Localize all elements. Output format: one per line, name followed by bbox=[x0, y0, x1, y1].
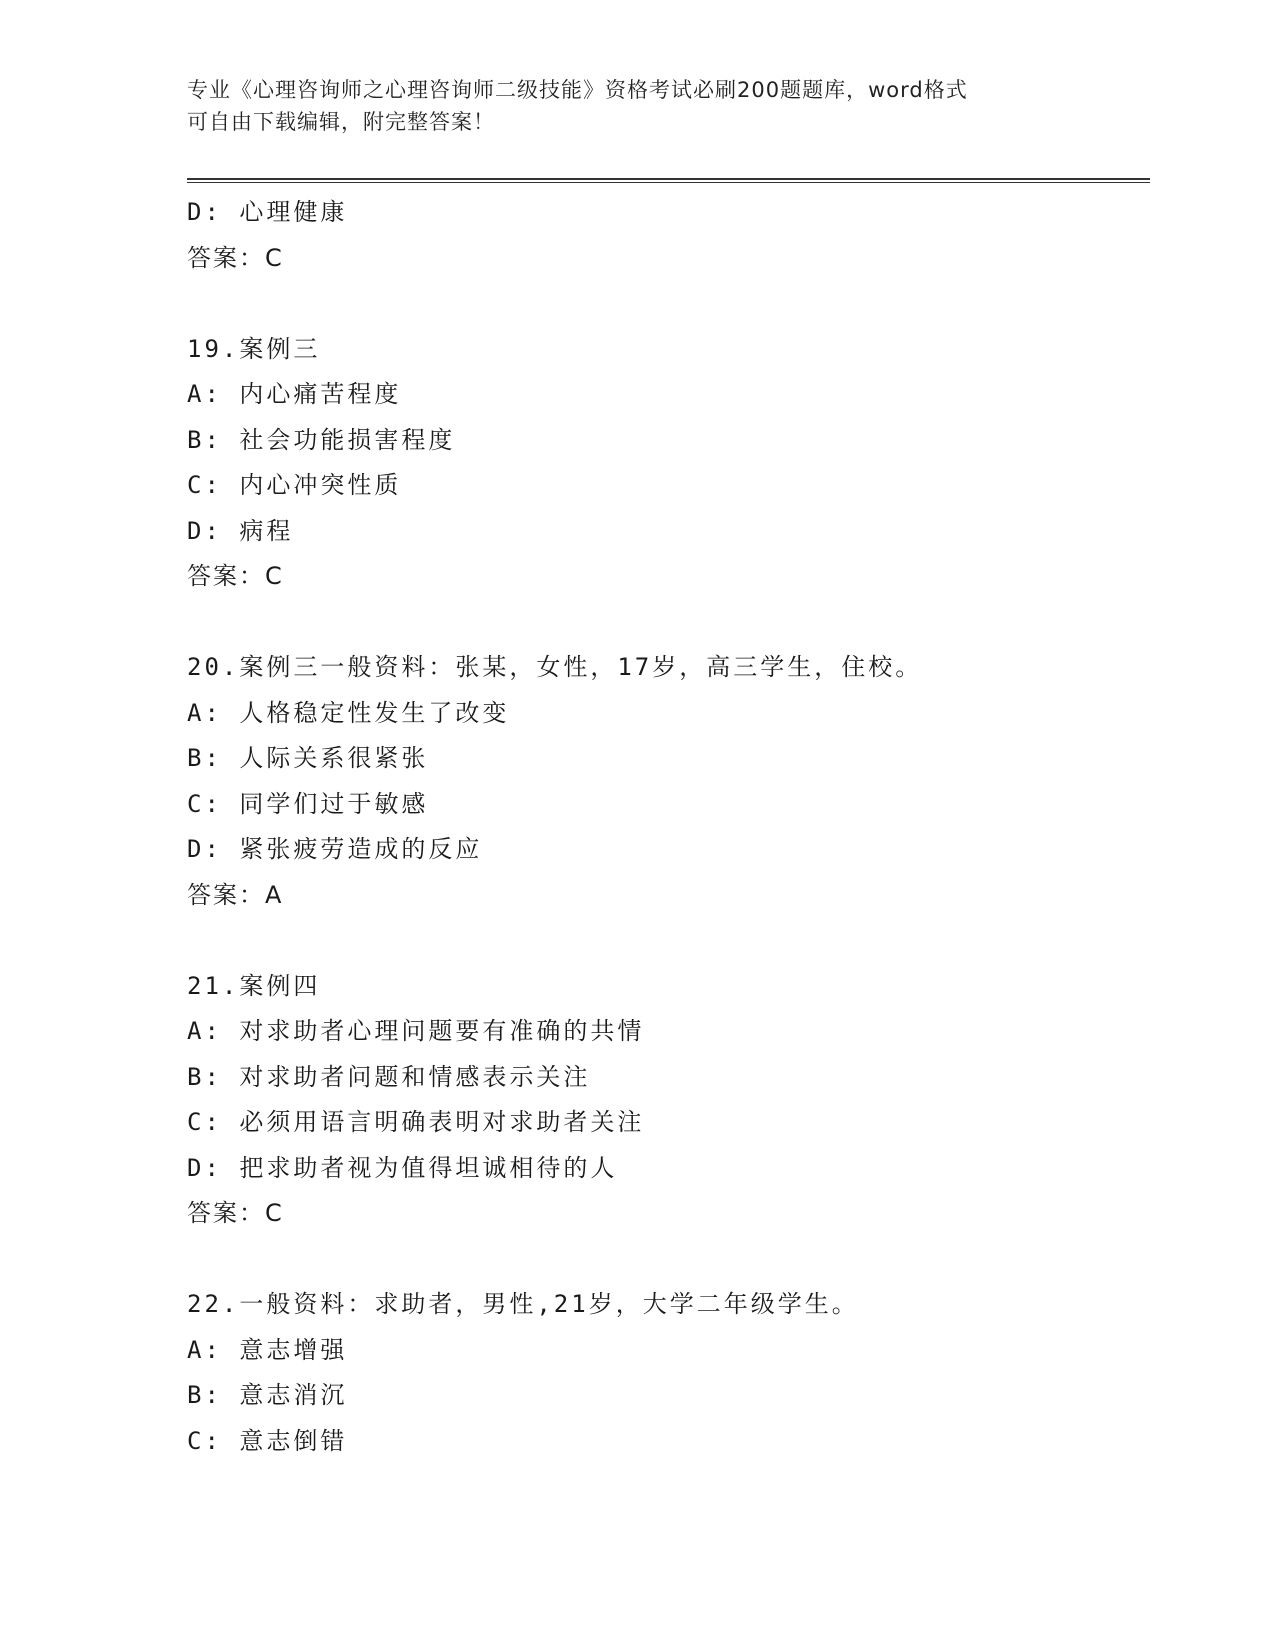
question-list bbox=[187, 190, 1147, 1464]
option-b: B: 意志消沉 bbox=[187, 1381, 348, 1409]
block-spacer bbox=[187, 600, 1147, 646]
page-header bbox=[187, 74, 1067, 138]
question-block-20 bbox=[187, 645, 1147, 918]
option-c: C: 必须用语言明确表明对求助者关注 bbox=[187, 1108, 645, 1136]
answer-line: 答案：C bbox=[187, 243, 284, 272]
header-divider bbox=[187, 178, 1150, 183]
option-a: A: 人格稳定性发生了改变 bbox=[187, 698, 510, 727]
question-stem: 20.案例三一般资料：张某，女性，17岁，高三学生，住校。 bbox=[187, 653, 923, 681]
option-b: B: 对求助者问题和情感表示关注 bbox=[187, 1062, 591, 1091]
header-title-line-2: 可自由下载编辑，附完整答案！ bbox=[187, 110, 495, 134]
question-block-21 bbox=[187, 964, 1147, 1237]
answer-line: 答案：C bbox=[187, 562, 284, 590]
answer-line: 答案：C bbox=[187, 1199, 284, 1227]
answer-line: 答案：A bbox=[187, 880, 284, 909]
question-stem: 21.案例四 bbox=[187, 971, 321, 1000]
block-spacer bbox=[187, 1237, 1147, 1283]
option-a: A: 意志增强 bbox=[187, 1335, 348, 1364]
option-d: D: 心理健康 bbox=[187, 198, 348, 226]
option-b: B: 社会功能损害程度 bbox=[187, 425, 456, 454]
block-spacer bbox=[187, 918, 1147, 964]
block-spacer bbox=[187, 281, 1147, 327]
header-title-line-1: 专业《心理咨询师之心理咨询师二级技能》资格考试必刷200题题库，word格式 bbox=[187, 78, 968, 102]
question-stem: 19.案例三 bbox=[187, 334, 321, 363]
option-c: C: 内心冲突性质 bbox=[187, 471, 402, 499]
question-block-18-tail bbox=[187, 190, 1147, 281]
question-stem: 22.一般资料：求助者，男性,21岁，大学二年级学生。 bbox=[187, 1290, 859, 1318]
question-block-19 bbox=[187, 327, 1147, 600]
option-a: A: 内心痛苦程度 bbox=[187, 380, 402, 408]
question-block-22 bbox=[187, 1282, 1147, 1464]
option-d: D: 病程 bbox=[187, 516, 294, 545]
option-c: C: 同学们过于敏感 bbox=[187, 789, 429, 818]
option-d: D: 把求助者视为值得坦诚相待的人 bbox=[187, 1153, 618, 1182]
option-d: D: 紧张疲劳造成的反应 bbox=[187, 835, 483, 863]
option-b: B: 人际关系很紧张 bbox=[187, 744, 429, 772]
option-a: A: 对求助者心理问题要有准确的共情 bbox=[187, 1017, 645, 1045]
option-c: C: 意志倒错 bbox=[187, 1426, 348, 1455]
